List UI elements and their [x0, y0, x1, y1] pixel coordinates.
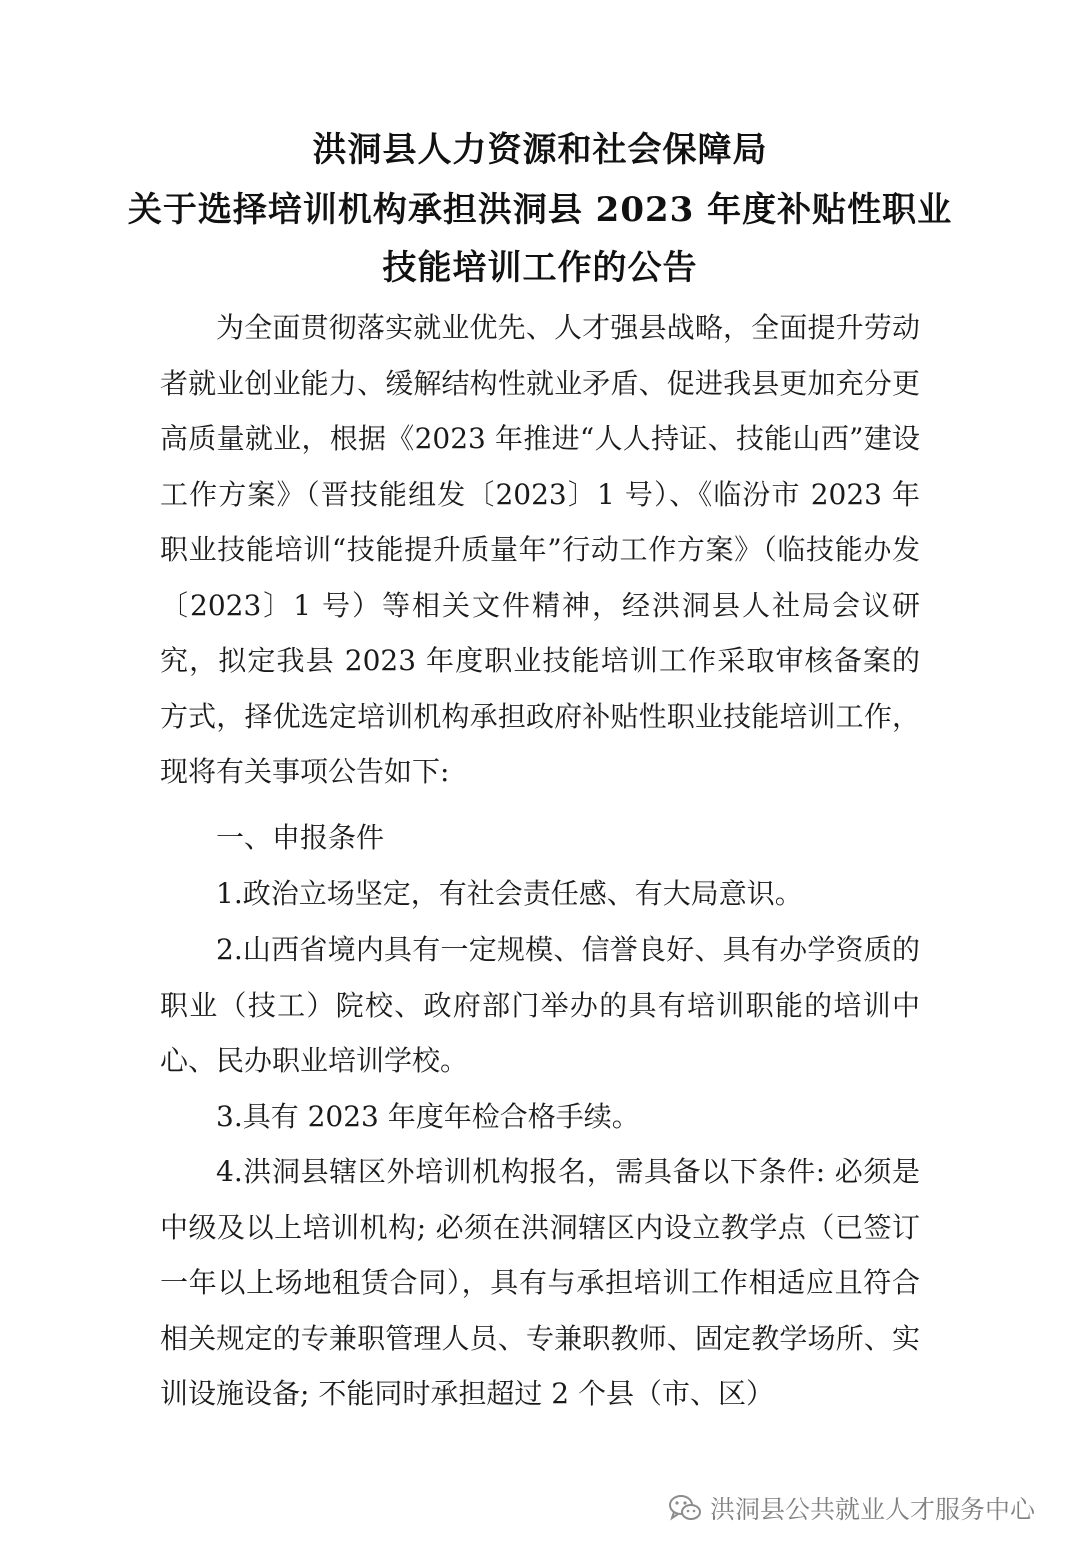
- list-item: [160, 866, 920, 922]
- intro-text: 为全面贯彻落实就业优先、人才强县战略，全面提升劳动者就业创业能力、缓解结构性就业矛盾、促进我县更加充分更高质量就业，根据《2023 年推进“人人持证、技能山西”建设工作方案》（晋技能组发〔2023〕1 号）、《临汾市 2023 年职业技能培训“技能提升质量年”行动工作方案》（临技能办发〔2023〕1 号）等相关文件精神，经洪洞县人社局会议研究，拟定我县 2023 年度职业技能培训工作采取审核备案的方式，择优选定培训机构承担政府补贴性职业技能培训工作，现将有关事项公告如下:: [160, 311, 920, 788]
- condition-4: 4.洪洞县辖区外培训机构报名，需具备以下条件: 必须是中级及以上培训机构; 必须在洪洞辖区内设立教学点（已签订一年以上场地租赁合同），具有与承担培训工作相适应且符合相关规定的专兼职管理人员、专兼职教师、固定教学场所、实训设施设备; 不能同时承担超过 2 个县（市、区）: [160, 1155, 920, 1410]
- list-item: [160, 1144, 920, 1422]
- wechat-icon: [668, 1493, 702, 1523]
- list-item: [160, 922, 920, 1089]
- watermark: [668, 1488, 1035, 1528]
- intro-paragraph: [160, 300, 920, 800]
- list-item: [160, 1089, 920, 1145]
- watermark-text: 洪洞县公共就业人才服务中心: [710, 1495, 1036, 1524]
- condition-1: 1.政治立场坚定，有社会责任感、有大局意识。: [216, 877, 803, 910]
- title-line-2: 关于选择培训机构承担洪洞县 2023 年度补贴性职业: [127, 190, 953, 230]
- title-line-3: 技能培训工作的公告: [382, 248, 698, 288]
- condition-3: 3.具有 2023 年度年检合格手续。: [216, 1100, 640, 1133]
- section-1-heading: 一、申报条件: [216, 821, 385, 854]
- title-line-1: 洪洞县人力资源和社会保障局: [312, 130, 768, 170]
- section-heading: [160, 810, 920, 866]
- condition-2: 2.山西省境内具有一定规模、信誉良好、具有办学资质的职业（技工）院校、政府部门举办的具有培训职能的培训中心、民办职业培训学校。: [160, 933, 920, 1077]
